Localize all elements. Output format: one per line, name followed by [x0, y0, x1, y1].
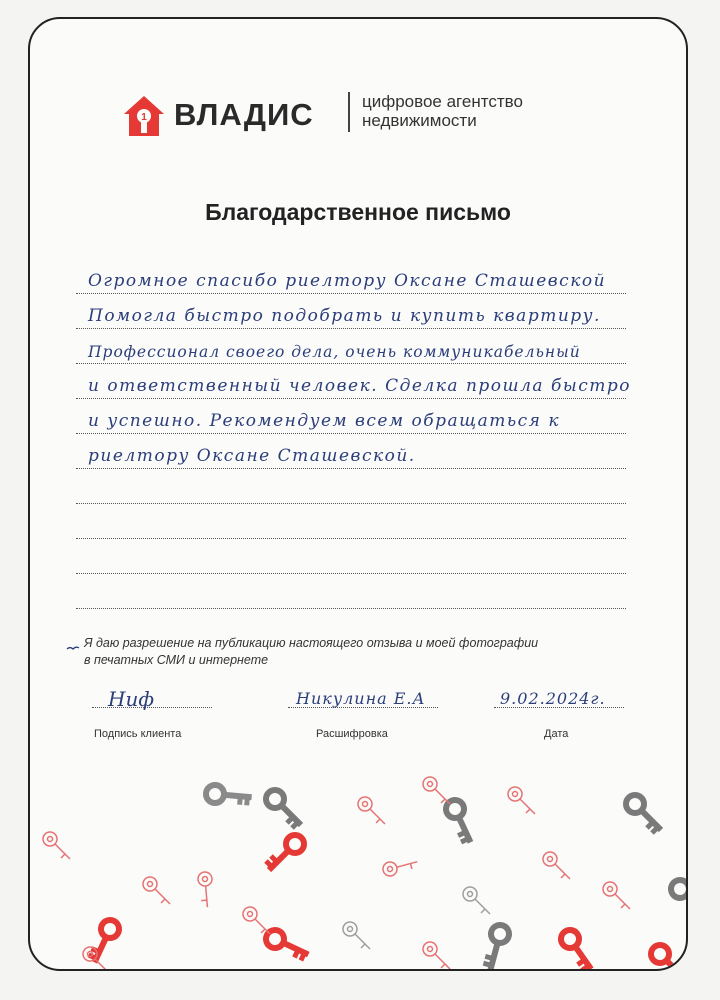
signature-label: Подпись клиента	[94, 728, 182, 740]
text-line	[76, 574, 626, 609]
text-line	[76, 294, 626, 329]
key-icon	[266, 790, 301, 828]
key-icon	[651, 945, 686, 969]
key-outline-icon	[380, 848, 417, 885]
key-icon	[80, 917, 128, 963]
key-outline-icon	[187, 869, 225, 907]
consent-line: в печатных СМИ и интернете	[84, 653, 269, 667]
consent-line: Я даю разрешение на публикацию настоящего отзыва и моей фотографии	[84, 636, 539, 650]
handwritten-line: и успешно. Рекомендуем всем обращаться к	[88, 411, 560, 431]
brand-tagline	[362, 92, 523, 130]
key-outline-icon	[143, 877, 170, 904]
text-line	[76, 259, 626, 294]
checkmark-icon	[66, 643, 80, 653]
decode-value: Никулина Е.А	[296, 689, 426, 708]
key-icon	[266, 835, 304, 870]
key-icon	[626, 795, 661, 833]
house-key-logo-icon	[122, 94, 166, 138]
key-outline-icon	[83, 947, 110, 969]
key-icon	[556, 929, 597, 969]
handwritten-line: и ответственный человек. Сделка прошла быстро	[88, 376, 631, 396]
svg-text:1: 1	[141, 112, 147, 123]
document-title: Благодарственное письмо	[205, 199, 511, 225]
date-value: 9.02.2024г.	[500, 689, 606, 708]
key-outline-icon	[43, 832, 70, 859]
date-label: Дата	[544, 728, 569, 740]
handwritten-text-area	[76, 259, 631, 609]
key-outline-icon	[358, 797, 385, 824]
decorative-key-pattern	[30, 739, 686, 969]
key-outline-icon	[343, 922, 370, 949]
key-icon	[202, 770, 253, 822]
text-line	[76, 504, 626, 539]
key-outline-icon	[423, 777, 450, 804]
key-icon	[437, 797, 483, 845]
text-line	[76, 539, 626, 574]
brand-name: ВЛАДИС	[174, 97, 314, 132]
key-icon	[263, 922, 309, 969]
decode-label: Расшифровка	[316, 728, 388, 740]
consent-text	[84, 635, 538, 669]
logo-divider	[348, 92, 350, 132]
key-outline-icon	[603, 882, 630, 909]
handwritten-line: Огромное спасибо риелтору Оксане Сташевской	[88, 271, 607, 291]
client-signature: Ниф	[108, 687, 154, 711]
key-icon	[470, 922, 520, 969]
letter-sheet	[28, 17, 688, 971]
text-line	[76, 399, 626, 434]
key-outline-icon	[243, 907, 270, 934]
handwritten-line: Помогла быстро подобрать и купить квартиру.	[88, 306, 601, 326]
brand-tagline-line1: цифровое агентство	[362, 92, 523, 111]
key-icon	[668, 868, 686, 918]
key-outline-icon	[463, 887, 490, 914]
key-outline-icon	[543, 852, 570, 879]
key-outline-icon	[423, 942, 450, 969]
text-line	[76, 469, 626, 504]
text-line	[76, 364, 631, 399]
key-outline-icon	[508, 787, 535, 814]
text-line	[76, 329, 626, 364]
handwritten-line: Профессионал своего дела, очень коммуникабельный	[88, 343, 581, 361]
brand-tagline-line2: недвижимости	[362, 111, 477, 130]
handwritten-line: риелтору Оксане Сташевской.	[88, 446, 416, 466]
text-line	[76, 434, 626, 469]
